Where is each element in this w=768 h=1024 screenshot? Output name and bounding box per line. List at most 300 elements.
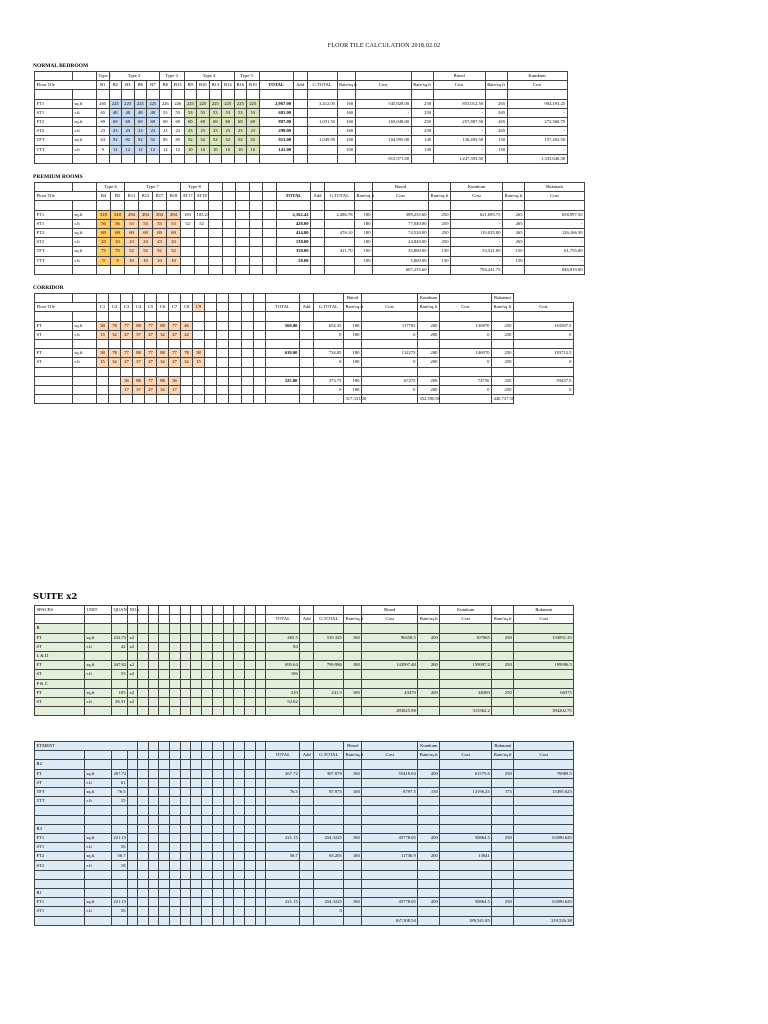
type-header: Type 7 [125, 183, 181, 192]
blank-cell [241, 349, 253, 358]
blank-cell [229, 339, 241, 348]
table-row [35, 72, 568, 81]
blank-cell [439, 395, 491, 404]
room-value: 69 [97, 117, 110, 126]
blank-cell [133, 395, 145, 404]
room-value [181, 256, 195, 265]
unit: sq.ft [73, 228, 97, 237]
blank-cell [293, 72, 307, 81]
blank-cell [170, 760, 181, 769]
total-value: 414.00 [277, 228, 311, 237]
type-header: Type 4 [184, 72, 234, 81]
cost-header: Cost [433, 81, 485, 90]
cost-value [362, 797, 418, 806]
table-row [35, 651, 574, 660]
blank-cell [148, 688, 159, 697]
blank-cell [128, 824, 138, 833]
blank-cell [418, 679, 440, 688]
blank-cell [125, 265, 139, 274]
corridor-value [109, 376, 121, 385]
table-row [35, 265, 585, 274]
rate-value: 265 [485, 108, 507, 117]
blank-cell [223, 778, 234, 787]
blank-cell [128, 760, 138, 769]
room-value: 23 [222, 127, 235, 136]
blank-cell [255, 769, 266, 778]
room-value: 23 [97, 238, 111, 247]
row-name: ST2 [35, 238, 73, 247]
cost-value: 199996.5 [514, 661, 574, 670]
room-value: 23 [111, 238, 125, 247]
blank-cell [191, 861, 202, 870]
blank-cell [266, 742, 300, 751]
add-header: Add [300, 751, 314, 760]
table-row [35, 145, 568, 154]
rate-value: 160 [337, 127, 355, 136]
blank-cell [266, 651, 300, 660]
cost-value [440, 797, 492, 806]
blank-cell [299, 312, 313, 321]
blank-cell [212, 833, 223, 842]
row-name: ST1 [35, 843, 85, 852]
blank-cell [202, 769, 213, 778]
corridor-value: 15 [97, 330, 109, 339]
blank-cell [314, 679, 344, 688]
blank-cell [314, 651, 344, 660]
add-header: Add [311, 192, 325, 201]
table-row [35, 833, 574, 842]
blank-cell [300, 898, 314, 907]
cost-value: 143997.48 [362, 661, 418, 670]
group-name: P & C [35, 679, 85, 688]
table-row [35, 806, 574, 815]
blank-cell [222, 210, 236, 219]
blank-cell [234, 778, 245, 787]
blank-cell [138, 670, 149, 679]
blank-cell [128, 898, 138, 907]
blank-cell [492, 916, 514, 925]
rate-value [492, 861, 514, 870]
room-value: 85 [159, 136, 172, 145]
blank-cell [244, 615, 255, 624]
cost-value [514, 797, 574, 806]
blank-cell [159, 852, 170, 861]
rate-value: 180 [355, 238, 373, 247]
blank-cell [300, 742, 314, 751]
blank-cell [170, 606, 181, 615]
room-value: 69 [125, 228, 139, 237]
gtotal-value: 0 [313, 385, 343, 394]
cost-value: 35,800.00 [373, 247, 429, 256]
floor-tile-header: Floor Tile [35, 81, 97, 90]
blank-cell [35, 339, 73, 348]
room-value: 9 [97, 145, 110, 154]
blank-cell [253, 294, 265, 303]
blank-cell [234, 916, 245, 925]
blank-cell [191, 760, 202, 769]
cost-value [362, 670, 418, 679]
blank-cell [181, 367, 193, 376]
rate-value [418, 778, 440, 787]
blank-cell [492, 824, 514, 833]
blank-cell [300, 870, 314, 879]
blank-cell [157, 312, 169, 321]
blank-cell [157, 367, 169, 376]
blank-cell [85, 806, 112, 815]
blank-cell [314, 624, 344, 633]
cost-value [362, 778, 418, 787]
corridor-value: 46 [181, 321, 193, 330]
room-value: 48 [122, 108, 135, 117]
blank-cell [191, 889, 202, 898]
blank-cell [265, 395, 299, 404]
cost-value: - [507, 127, 567, 136]
room-col-header: B8 [159, 81, 172, 90]
blank-cell [202, 870, 213, 879]
blank-cell [300, 907, 314, 916]
sum-value: 846,919.00 [525, 265, 585, 274]
blank-cell [85, 815, 112, 824]
blank-cell [85, 679, 112, 688]
blank-cell [180, 615, 191, 624]
blank-cell [193, 312, 205, 321]
room-value: 12 [147, 145, 160, 154]
blank-cell [170, 633, 181, 642]
blank-cell [492, 815, 514, 824]
rate-value [418, 907, 440, 916]
blank-cell [253, 376, 265, 385]
blank-cell [138, 861, 149, 870]
blank-cell [148, 861, 159, 870]
blank-cell [313, 294, 343, 303]
table-row [35, 707, 574, 716]
rate-value: 265 [485, 127, 507, 136]
table-row [35, 117, 568, 126]
cost-value: - [507, 108, 567, 117]
blank-cell [212, 642, 223, 651]
cost-value: - [451, 219, 503, 228]
room-value: 53 [197, 108, 210, 117]
gtotal-value: 0 [314, 907, 344, 916]
room-col-header: B1 [97, 81, 110, 90]
gtotal-value: 307.878 [314, 769, 344, 778]
blank-cell [217, 321, 229, 330]
blank-cell [159, 824, 170, 833]
blank-cell [253, 367, 265, 376]
unit: sq.ft [85, 633, 112, 642]
blank-cell [361, 312, 417, 321]
room-value: 183.21 [195, 210, 209, 219]
corridor-value: 27 [121, 330, 133, 339]
blank-cell [299, 321, 313, 330]
blank-cell [159, 760, 170, 769]
unit: r.ft [85, 843, 112, 852]
blank-cell [234, 889, 245, 898]
room-col-header: B13 [209, 81, 222, 90]
blank-cell [255, 797, 266, 806]
blank-cell [73, 395, 97, 404]
sum-value: 1,247,393.50 [433, 154, 485, 163]
rate-value [344, 697, 362, 706]
blank-cell [212, 697, 223, 706]
blank-cell [234, 907, 245, 916]
cost-value: 24,840.00 [373, 238, 429, 247]
unit: sq.ft [73, 349, 97, 358]
blank-cell [255, 787, 266, 796]
row-name: ST1 [35, 219, 73, 228]
rate-value: 200 [417, 385, 439, 394]
blank-cell [85, 760, 112, 769]
total-header: TOTAL [259, 81, 293, 90]
unit: sq.ft [85, 787, 112, 796]
blank-cell [128, 679, 138, 688]
blank-cell [128, 916, 138, 925]
blank-cell [170, 861, 181, 870]
room-value: 10 [139, 256, 153, 265]
blank-cell [170, 843, 181, 852]
room-value: 92 [134, 136, 147, 145]
table-row [35, 742, 574, 751]
blank-cell [128, 861, 138, 870]
unit: r.ft [85, 797, 112, 806]
blank-cell [205, 395, 217, 404]
blank-cell [503, 201, 525, 210]
blank-cell [212, 661, 223, 670]
blank-cell [212, 707, 223, 716]
blank-cell [492, 879, 514, 888]
blank-cell [293, 99, 307, 108]
rate-header: Rate/sq.ft [485, 81, 507, 90]
row-name: TFT [35, 136, 73, 145]
cost-value: 50864.5 [440, 898, 492, 907]
blank-cell [266, 760, 300, 769]
blank-cell [128, 751, 138, 760]
table-row [35, 624, 574, 633]
blank-cell [361, 395, 417, 404]
rate-value: 180 [344, 898, 362, 907]
total-value: 465.5 [266, 633, 300, 642]
table-row [35, 321, 574, 330]
blank-cell [234, 670, 245, 679]
table-row [35, 376, 574, 385]
blank-cell [253, 303, 265, 312]
table-row [35, 330, 574, 339]
floor-tile-header: Floor Tile [35, 192, 97, 201]
blank-cell [314, 707, 344, 716]
room-value [181, 228, 195, 237]
cost-value: 0 [513, 358, 573, 367]
room-value: 225 [109, 99, 122, 108]
blank-cell [263, 238, 277, 247]
blank-cell [222, 183, 236, 192]
quantity: 76.5 [112, 787, 128, 796]
corridor-col-header: C4 [133, 303, 145, 312]
blank-cell [440, 679, 492, 688]
room-value: 225 [147, 99, 160, 108]
cost-value: 50864.5 [440, 833, 492, 842]
corridor-value: 15 [97, 358, 109, 367]
blank-cell [440, 760, 492, 769]
room-col-header: B18 [167, 192, 181, 201]
blank-cell [344, 806, 362, 815]
cost-value [514, 861, 574, 870]
blank-cell [300, 861, 314, 870]
cost-value [440, 670, 492, 679]
blank-cell [314, 916, 344, 925]
blank-cell [241, 294, 253, 303]
table-row [35, 797, 574, 806]
table-row [35, 385, 574, 394]
blank-cell [265, 294, 299, 303]
table-row [35, 303, 574, 312]
blank-cell [148, 898, 159, 907]
cost-value [514, 778, 574, 787]
blank-cell [209, 192, 223, 201]
type-header: Type 2 [109, 72, 159, 81]
sum-value: 607,235.60 [373, 265, 429, 274]
room-value: 69 [167, 228, 181, 237]
blank-cell [138, 870, 149, 879]
blank-cell [138, 769, 149, 778]
group-name: B [35, 624, 85, 633]
blank-cell [263, 265, 277, 274]
table-row [35, 815, 574, 824]
room-value [195, 238, 209, 247]
blank-cell [35, 367, 73, 376]
row-name: FT [35, 661, 85, 670]
rate-value [492, 670, 514, 679]
blank-cell [191, 806, 202, 815]
cost-header: Cost [514, 751, 574, 760]
blank-cell [73, 90, 97, 99]
cost-value: 159997.2 [440, 661, 492, 670]
blank-cell [159, 642, 170, 651]
room-value: 52 [125, 247, 139, 256]
blank-cell [138, 898, 149, 907]
room-col-header: B17 [153, 192, 167, 201]
blank-cell [159, 889, 170, 898]
table-row [35, 312, 574, 321]
blank-cell [170, 870, 181, 879]
table-row [35, 679, 574, 688]
unit: sq.ft [73, 321, 97, 330]
blank-cell [344, 889, 362, 898]
blank-cell [172, 90, 185, 99]
gtotal-value: 65.205 [314, 852, 344, 861]
blank-cell [138, 707, 149, 716]
rate-value: 250 [491, 376, 513, 385]
blank-cell [234, 615, 245, 624]
table-row [35, 201, 585, 210]
blank-cell [362, 889, 418, 898]
blank-cell [202, 707, 213, 716]
blank-cell [128, 815, 138, 824]
cost-value: 77,040.00 [373, 219, 429, 228]
room-value: 12 [159, 145, 172, 154]
rate-header: Rate/sq.ft [337, 81, 355, 90]
sum-value: 815,971.00 [355, 154, 411, 163]
cost-value: 5,800.00 [373, 256, 429, 265]
blank-cell [180, 697, 191, 706]
suite-label: SUITE x2 [33, 592, 78, 602]
blank-cell [197, 90, 210, 99]
blank-cell [85, 889, 112, 898]
blank-cell [314, 806, 344, 815]
cost-header: Cost [451, 192, 503, 201]
blank-cell [514, 815, 574, 824]
blank-cell [234, 797, 245, 806]
corridor-value: 27 [169, 358, 181, 367]
total-value: 76.5 [266, 787, 300, 796]
room-value: 52 [153, 247, 167, 256]
blank-cell [223, 833, 234, 842]
blank-cell [241, 385, 253, 394]
blank-cell [212, 797, 223, 806]
blank-cell [212, 624, 223, 633]
blank-cell [138, 815, 149, 824]
room-value: 52 [195, 219, 209, 228]
room-value: 56 [111, 219, 125, 228]
blank-cell [244, 843, 255, 852]
blank-cell [344, 651, 362, 660]
rate-header: Rate/sq.ft [343, 303, 361, 312]
table-row [35, 136, 568, 145]
room-value: 294 [153, 210, 167, 219]
table-row [35, 294, 574, 303]
total-value: 325.00 [265, 376, 299, 385]
blank-cell [255, 624, 266, 633]
total-value [266, 907, 300, 916]
blank-cell [209, 210, 223, 219]
corridor-value [193, 385, 205, 394]
blank-cell [229, 330, 241, 339]
blank-cell [234, 843, 245, 852]
total-value: 569.00 [265, 321, 299, 330]
blank-cell [191, 697, 202, 706]
blank-cell [138, 688, 149, 697]
gtotal-value: 0 [313, 358, 343, 367]
blank-cell [180, 633, 191, 642]
blank-cell [212, 606, 223, 615]
corridor-table [34, 293, 574, 404]
blank-cell [223, 861, 234, 870]
group-name: L & D [35, 651, 85, 660]
blank-cell [263, 201, 277, 210]
blank-cell [234, 642, 245, 651]
blank-cell [170, 751, 181, 760]
blank-cell [217, 395, 229, 404]
blank-cell [418, 760, 440, 769]
blank-cell [128, 707, 138, 716]
cost-value: 45778.05 [362, 898, 418, 907]
corridor-col-header: C7 [169, 303, 181, 312]
row-name: ST [35, 778, 85, 787]
blank-cell [244, 787, 255, 796]
blank-cell [169, 339, 181, 348]
blank-cell [362, 742, 418, 751]
blank-cell [191, 751, 202, 760]
row-name [35, 385, 73, 394]
blank-cell [148, 916, 159, 925]
rate-value: 180 [343, 385, 361, 394]
group-name: R2 [35, 760, 85, 769]
cost-value: 76969.5 [514, 769, 574, 778]
blank-cell [314, 742, 344, 751]
normal-bedroom-table [34, 71, 568, 164]
row-name: FT2 [35, 117, 73, 126]
blank-cell [97, 294, 109, 303]
blank-cell [491, 312, 513, 321]
